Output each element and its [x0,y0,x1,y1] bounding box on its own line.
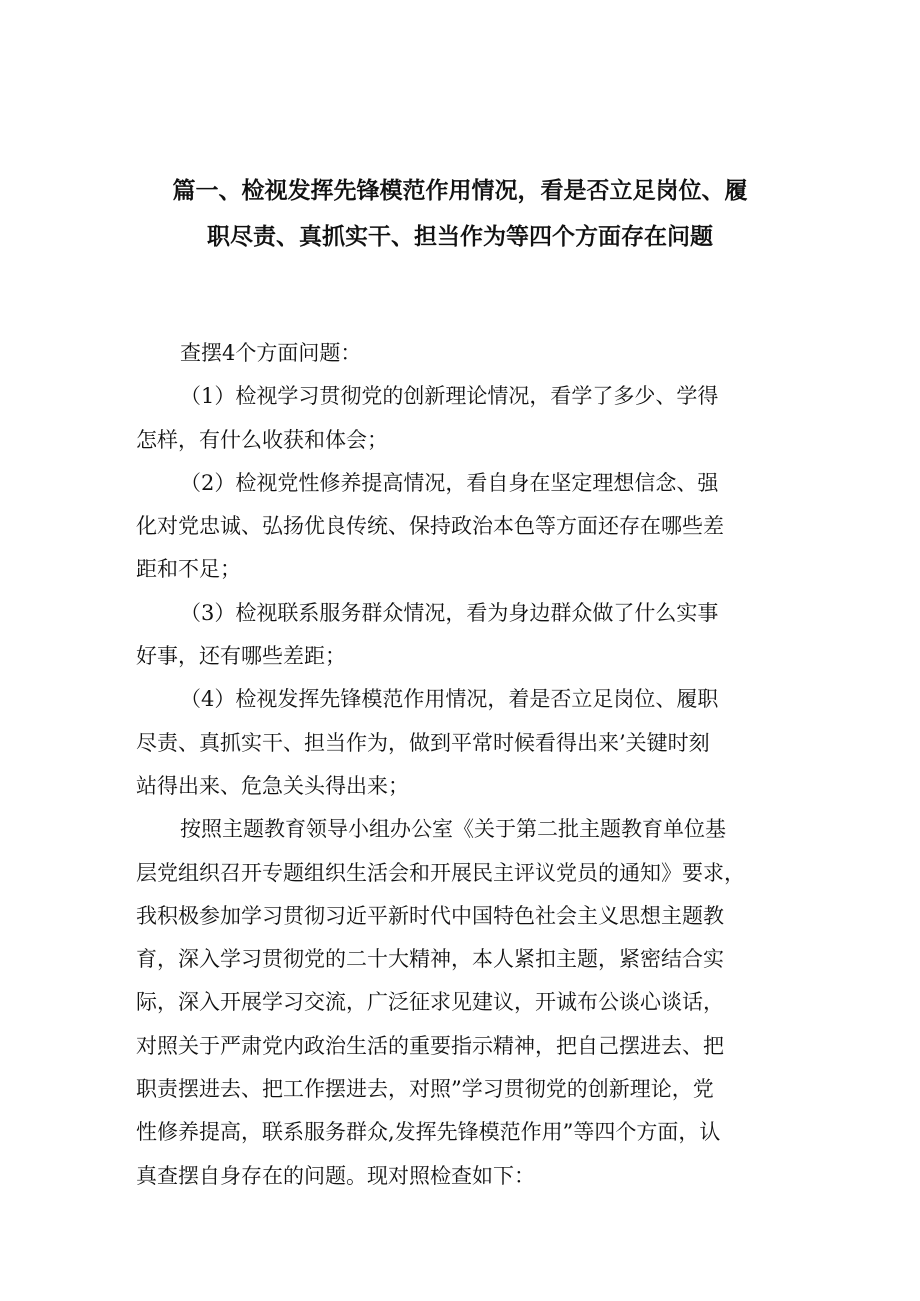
item-4-line-2: 尽责、真抓实干、担当作为，做到平常时候看得出来’关键时刻 [136,730,710,755]
closing-line-8: 性修养提高，联系服务群众,发挥先锋模范作用”等四个方面，认 [136,1120,721,1145]
intro-paragraph: 查摆4个方面问题： [180,341,362,365]
closing-line-6: 对照关于严肃党内政治生活的重要指示精神，把自己摆进去、把 [136,1033,724,1058]
item-3-line-2: 好事，还有哪些差距； [136,644,346,669]
item-3-line-1: （3）检视联系服务群众情况，看为身边群众做了什么实事 [180,600,719,625]
closing-line-7: 职责摆进去、把工作摆进去，对照”学习贯彻党的创新理论，党 [136,1077,714,1102]
item-2-line-2: 化对党忠诚、弘扬优良传统、保持政治本色等方面还存在哪些差 [136,514,724,539]
item-1-line-2: 怎样，有什么收获和体会； [136,427,388,452]
title-line-1: 篇一、检视发挥先锋模范作用情况，看是否立足岗位、履 [172,178,748,204]
closing-line-9: 真查摆自身存在的问题。现对照检查如下： [136,1163,535,1188]
document-body [136,332,796,1198]
closing-line-3: 我积极参加学习贯彻习近平新时代中国特色社会主义思想主题教 [136,903,724,928]
item-4-line-3: 站得出来、危急关头得出来； [136,773,409,798]
closing-line-4: 育，深入学习贯彻党的二十大精神，本人紧扣主题，紧密结合实 [136,947,724,972]
item-2-line-3: 距和不足； [136,557,241,582]
item-4-line-1: （4）检视发挥先锋模范作用情况，着是否立足岗位、履职 [180,687,719,712]
closing-line-1: 按照主题教育领导小组办公室《关于第二批主题教育单位基 [180,817,726,842]
title-line-2: 职尽责、真抓实干、担当作为等四个方面存在问题 [207,224,713,250]
item-2-line-1: （2）检视党性修养提高情况，看自身在坚定理想信念、强 [180,470,719,495]
closing-line-5: 际，深入开展学习交流，广泛征求见建议，开诚布公谈心谈话， [136,990,724,1015]
closing-line-2: 层党组织召开专题组织生活会和开展民主评议党员的通知》要求， [136,860,745,885]
document-title [120,168,800,260]
item-1-line-1: （1）检视学习贯彻党的创新理论情况，看学了多少、学得 [180,384,719,409]
